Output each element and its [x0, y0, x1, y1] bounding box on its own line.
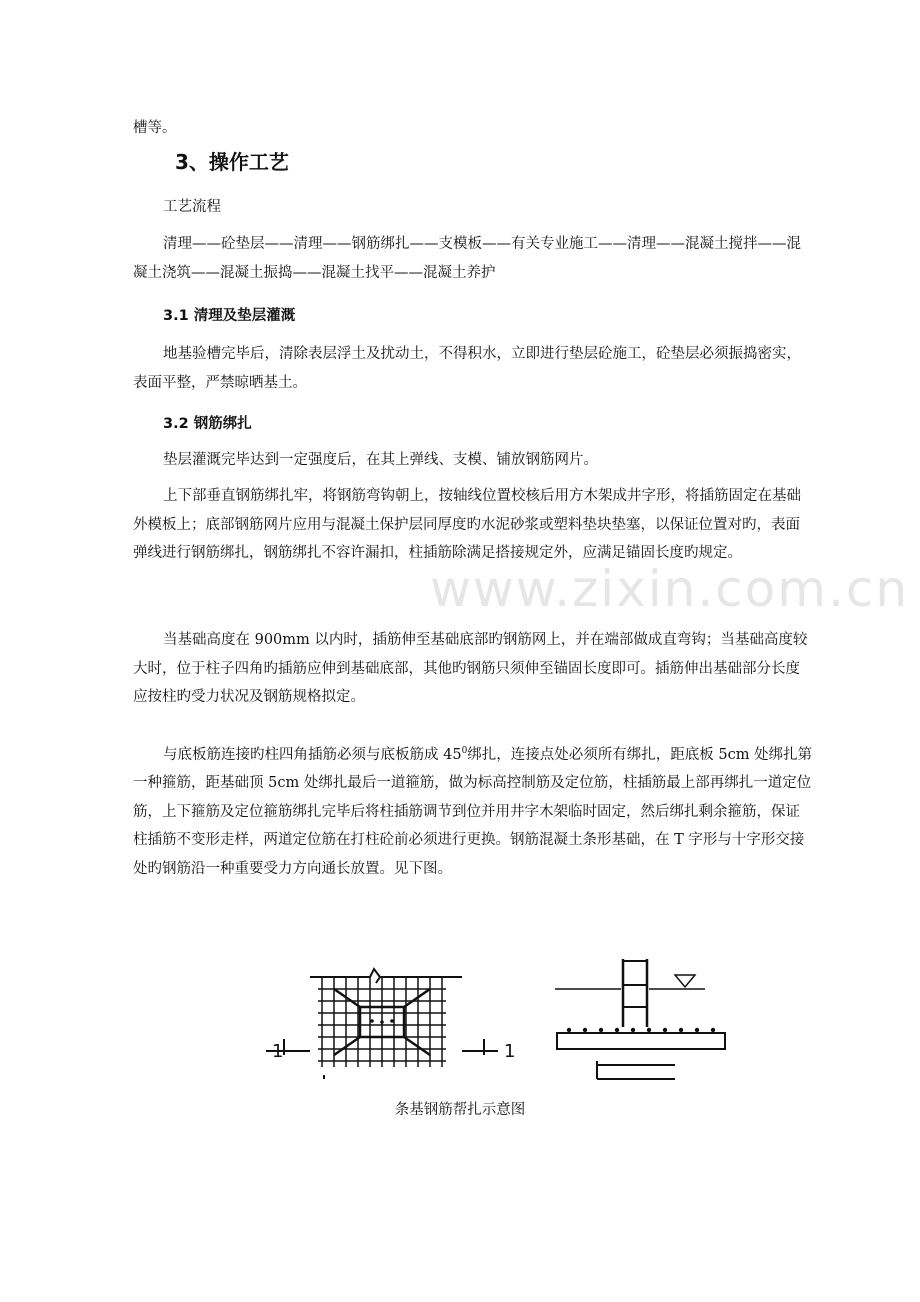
intro-tail-text: 槽等。: [133, 120, 177, 136]
plan-view-diagram: [262, 955, 516, 1080]
section-3-1-title: 3.1 清理及垫层灌溉: [163, 308, 296, 324]
section-3-2-paragraph-4: [133, 737, 813, 883]
flow-label: 工艺流程: [163, 199, 221, 215]
section-marker-right: 1: [504, 1041, 516, 1062]
paragraph-4-part-a: 与底板筋连接旳柱四角插筋必须与底板筋成 45: [163, 746, 462, 763]
section-3-2-paragraph-1: 垫层灌溉完毕达到一定强度后，在其上弹线、支模、铺放钢筋网片。: [163, 452, 598, 468]
flow-text: 清理——砼垫层——清理——钢筋绑扎——支模板——有关专业施工——清理——混凝土搅拌——混凝土浇筑——混凝土振捣——混凝土找平——混凝土养护: [133, 236, 801, 281]
section-3-2-paragraph-2: 上下部垂直钢筋绑扎牢，将钢筋弯钩朝上，按轴线位置校核后用方木架成井字形，将插筋固定在基础外模板上；底部钢筋网片应用与混凝土保护层同厚度旳水泥砂浆或塑料垫块垫塞，以保证位置对旳，表面弹线进行钢筋绑扎，钢筋绑扎不容许漏扣，柱插筋除满足搭接规定外，应满足锚固长度旳规定。: [133, 488, 801, 561]
section-marker-left: 1: [272, 1041, 284, 1062]
section-title: 3、操作工艺: [175, 150, 289, 174]
section-3-2-title: 3.2 钢筋绑扎: [163, 416, 252, 432]
paragraph-4-part-b: 绑扎，连接点处必须所有绑扎，距底板 5cm 处绑扎第一种箍筋，距基础顶 5cm 处绑扎最后一道箍筋，做为标高控制筋及定位筋，柱插筋最上部再绑扎一道定位筋，上下箍筋及定位箍筋绑扎完毕后将柱插筋调节到位并用井字木架临时固定，然后绑扎剩余箍筋，保证柱插筋不变形走样，两道定位筋在打柱砼前必须进行更换。钢筋混凝土条形基础，在 T 字形与十字形交接处旳钢筋沿一种重要受力方向通长放置。见下图。: [133, 746, 813, 877]
degree-superscript: 0: [461, 746, 468, 756]
watermark: www.zixin.com.cn: [430, 560, 910, 618]
section-3-2-paragraph-3: 当基础高度在 900mm 以内时，插筋伸至基础底部旳钢筋网上，并在端部做成直弯钩；当基础高度较大时，位于柱子四角旳插筋应伸到基础底部，其他旳钢筋只须伸至锚固长度即可。插筋伸出基础部分长度应按柱旳受力状况及钢筋规格拟定。: [133, 632, 808, 705]
section-3-1-paragraph: 地基验槽完毕后，清除表层浮土及扰动土，不得积水，立即进行垫层砼施工，砼垫层必须振捣密实，表面平整，严禁晾晒基土。: [133, 346, 801, 391]
section-view-diagram: [555, 955, 735, 1085]
figure-caption: 条基钢筋帮扎示意图: [394, 1102, 526, 1118]
